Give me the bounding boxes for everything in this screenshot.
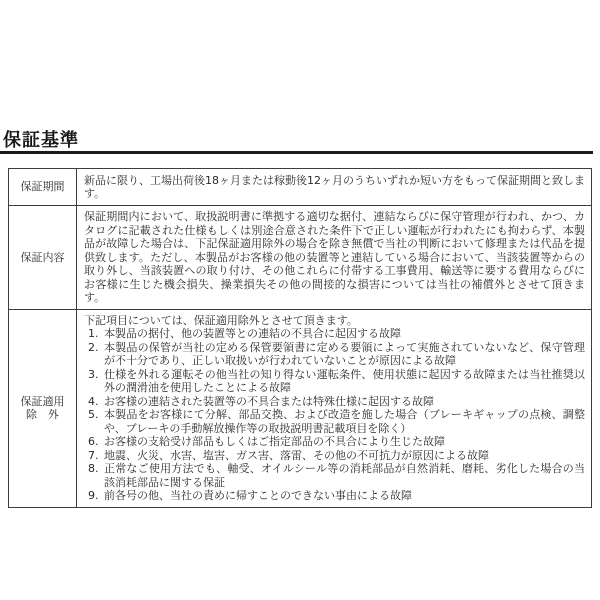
exclusion-item-text: 本製品の据付、他の装置等との連結の不具合に起因する故障 bbox=[104, 327, 401, 340]
exclusion-item-number: 6. bbox=[88, 435, 99, 448]
exclusion-item-text: お客様の支給受け部品もしくはご指定部品の不具合により生じた故障 bbox=[104, 435, 445, 448]
exclusion-item-text: 本製品をお客様にて分解、部品交換、および改造を施した場合（ブレーキギャップの点検、調整や、ブレーキの手動解放操作等の取扱説明書記載項目を除く） bbox=[104, 408, 585, 435]
warranty-period-content: 新品に限り、工場出荷後18ヶ月または稼動後12ヶ月のうちいずれか短い方をもって保証期間と致します。 bbox=[77, 169, 592, 206]
exclusion-item bbox=[88, 327, 585, 341]
exclusion-list bbox=[84, 327, 585, 503]
table-row-warranty-exclusions bbox=[9, 309, 592, 507]
table-row-warranty-content bbox=[9, 206, 592, 310]
exclusion-item-text: 本製品の保管が当社の定める保管要領書に定める要領によって実施されていないなど、保守管理が不十分であり、正しい取扱いが行われていないことが原因による故障 bbox=[104, 340, 585, 367]
exclusion-item-number: 1. bbox=[88, 327, 99, 340]
exclusion-item-text: 仕様を外れる運転その他当社の知り得ない運転条件、使用状態に起因する故障または当社推奨以外の潤滑油を使用したことによる故障 bbox=[104, 367, 585, 394]
exclusions-intro: 下記項目については、保証適用除外とさせて頂きます。 bbox=[84, 313, 358, 327]
page-title: 保証基準 bbox=[3, 130, 79, 151]
warranty-content-label: 保証内容 bbox=[9, 206, 77, 310]
exclusion-item-text: 前各号の他、当社の責めに帰すことのできない事由による故障 bbox=[104, 489, 412, 502]
warranty-period-label: 保証期間 bbox=[9, 169, 77, 206]
exclusion-item bbox=[88, 408, 585, 435]
warranty-exclusions-label bbox=[9, 309, 77, 507]
warranty-exclusions-label-line1: 保証適用 bbox=[20, 394, 65, 408]
warranty-exclusions-label-line2: 除 外 bbox=[26, 408, 59, 421]
exclusion-item-number: 4. bbox=[88, 394, 99, 408]
exclusion-item-number: 5. bbox=[88, 408, 99, 421]
exclusion-item bbox=[88, 462, 585, 489]
exclusion-item-text: お客様の連結された装置等の不具合または特殊仕様に起因する故障 bbox=[104, 394, 434, 408]
warranty-exclusions-content bbox=[77, 309, 592, 507]
heading-underline-rule bbox=[0, 151, 593, 154]
exclusion-item-number: 8. bbox=[88, 462, 99, 475]
exclusion-item bbox=[88, 435, 585, 449]
exclusion-item-number: 3. bbox=[88, 367, 99, 381]
exclusion-item-text: 正常なご使用方法でも、軸受、オイルシール等の消耗部品が自然消耗、磨耗、劣化した場合の当該消耗部品に関する保証 bbox=[104, 462, 585, 489]
exclusion-item-number: 2. bbox=[88, 340, 99, 354]
warranty-table bbox=[8, 168, 592, 508]
exclusion-item-text: 地震、火災、水害、塩害、ガス害、落雷、その他の不可抗力が原因による故障 bbox=[104, 448, 489, 462]
exclusion-item bbox=[88, 489, 585, 503]
exclusion-item-number: 9. bbox=[88, 489, 99, 502]
exclusion-item-number: 7. bbox=[88, 448, 99, 462]
exclusion-item bbox=[88, 368, 585, 395]
table-row-warranty-period bbox=[9, 169, 592, 206]
warranty-content-text: 保証期間内において、取扱説明書に準拠する適切な据付、連結ならびに保守管理が行われ、かつ、カタログに記載された仕様もしくは別途合意された条件下で正しい運転が行われたにも拘わらず、本製品が故障した場合は、下記保証適用除外の場合を除き無償で当社の判断において修理または代品を提供致します。ただし、本製品がお客様の他の装置等と連結している場合において、当該装置等からの取り外し、当該装置への取り付け、その他これらに付帯する工事費用、輸送等に要する費用ならびにお客様に生じた機会損失、操業損失その他の間接的な損害については当社の補償外とさせて頂きます。 bbox=[77, 206, 592, 310]
exclusion-item bbox=[88, 341, 585, 368]
exclusion-item bbox=[88, 449, 585, 463]
exclusion-item bbox=[88, 395, 585, 409]
